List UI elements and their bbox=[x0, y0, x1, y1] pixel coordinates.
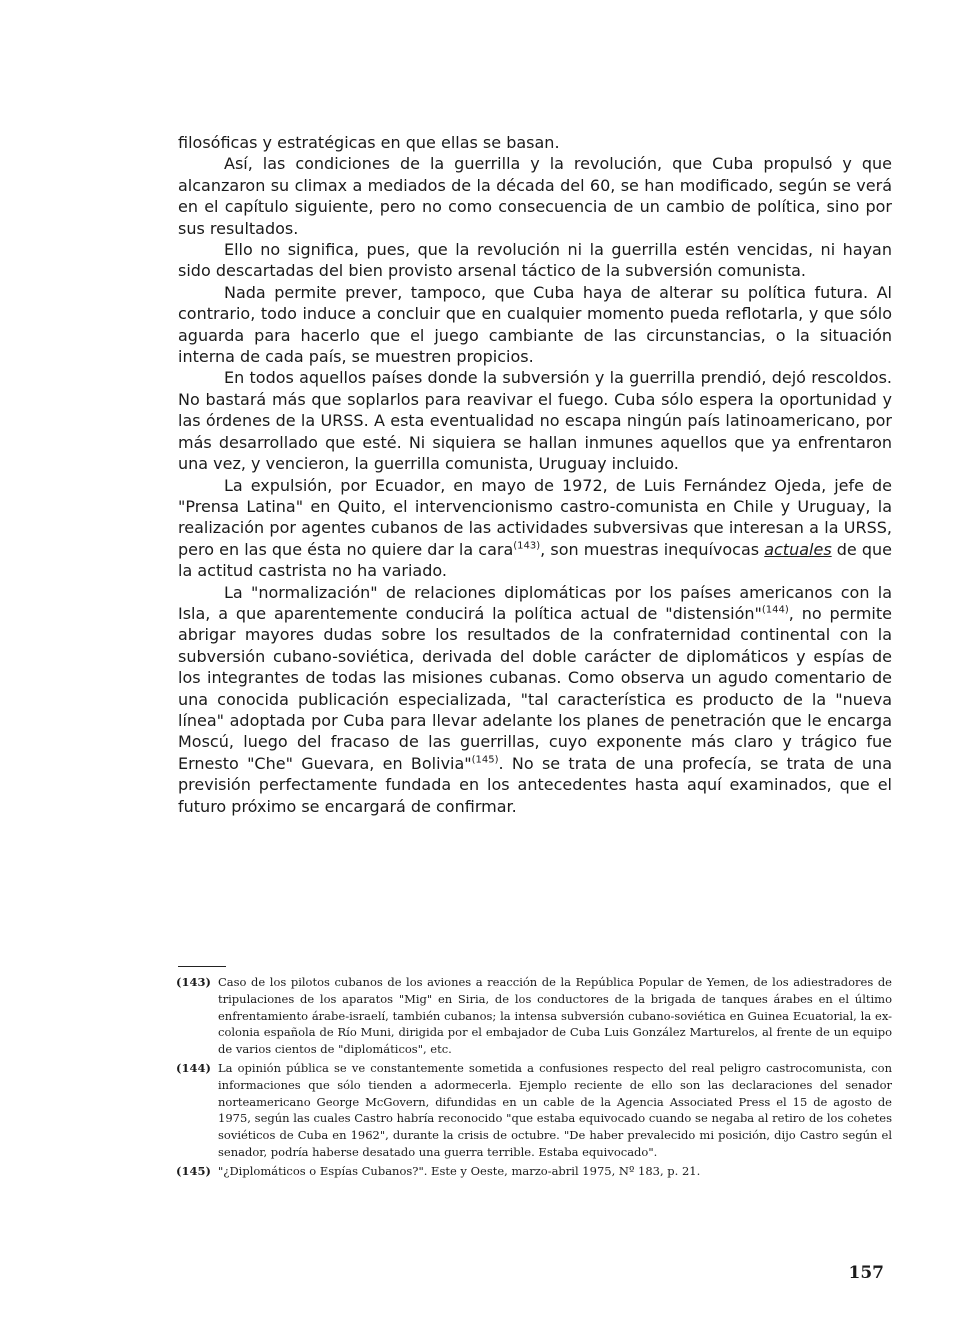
paragraph: En todos aquellos países donde la subversión y la guerrilla prendió, dejó rescoldos. No bastará más que soplarlos para reavivar el fuego. Cuba sólo espera la oportunidad y las órdenes de la URSS. A esta eventualidad no escapa ningún país latinoamericano, por más desarrollado que esté. Ni siquiera se hallan inmunes aquellos que ya enfrentaron una vez, y vencieron, la guerrilla comunista, Uruguay incluido. bbox=[178, 368, 892, 474]
text-run: La "normalización" de relaciones diplomáticas por los países americanos con la Isla, a que aparentemente conducirá la política actual de "distensión" bbox=[178, 582, 892, 623]
paragraph: Así, las condiciones de la guerrilla y la revolución, que Cuba propulsó y que alcanzaron su climax a mediados de la década del 60, se han modificado, según se verá en el capítulo siguiente, pero no como consecuencia de un cambio de política, sino por sus resultados. bbox=[178, 154, 892, 238]
footnote-ref: (145) bbox=[471, 754, 499, 766]
footnote-ref: (144) bbox=[761, 604, 789, 616]
footnote-divider bbox=[178, 966, 226, 967]
text-run: . No se trata de una profecía, se trata de una previsión perfectamente fundada en los antecedentes hasta aquí examinados, que el futuro próximo se encargará de confirmar. bbox=[178, 753, 893, 816]
footnote bbox=[176, 1060, 892, 1161]
footnote-text: Caso de los pilotos cubanos de los aviones a reacción de la República Popular de Yemen, de los adiestradores de tripulaciones de los aparatos "Mig" en Siria, de los conductores de la brigada de tanques árabes en el último enfrentamiento árabe-israelí, también cubanos; la intensa subversión cubano-soviética en Guinea Ecuatorial, la ex-colonia española de Río Muni, dirigida por el embajador de Cuba Luis González Marturelos, al frente de un equipo de varios cientos de "diplomáticos", etc. bbox=[218, 975, 892, 1057]
paragraph: Ello no significa, pues, que la revolución ni la guerrilla estén vencidas, ni hayan sido descartadas del bien provisto arsenal táctico de la subversión comunista. bbox=[178, 240, 892, 281]
text-run: , son muestras inequívocas bbox=[540, 539, 765, 559]
text-run: La expulsión, por Ecuador, en mayo de 1972, de Luis Fernández Ojeda, jefe de "Prensa Latina" en Quito, el intervencionismo castro-comunista en Chile y Uruguay, la realización por agentes cubanos de las actividades subversivas que interesan a la URSS, pero en las que ésta no quiere dar la cara bbox=[178, 475, 892, 559]
paragraph bbox=[178, 582, 892, 817]
text-run: de que la actitud castrista no ha variado. bbox=[178, 539, 893, 581]
footnote-text: La opinión pública se ve constantemente sometida a confusiones respecto del real peligro castrocomunista, con informaciones que sólo tienden a adormecerla. Ejemplo reciente de ello son las declaraciones del senador norteamericano George McGovern, difundidas en un cable de la Agencia Associated Press el 15 de agosto de 1975, según las cuales Castro habría reconocido "que estaba equivocado cuando se negaba al retiro de los cohetes soviéticos de Cuba en 1962", durante la crisis de octubre. "De haber prevalecido mi posición, dijo Castro según el senador, podría haberse desatado una guerra terrible. Estaba equivocado". bbox=[218, 1060, 892, 1159]
main-text bbox=[178, 132, 892, 817]
footnote-ref: (143) bbox=[513, 540, 541, 552]
footnotes bbox=[176, 974, 892, 1182]
footnote bbox=[176, 1163, 892, 1180]
footnote-number: (143) bbox=[176, 975, 211, 989]
text-run: , no permite abrigar mayores dudas sobre los resultados de la confraternidad continental con la subversión cubano-soviética, derivada del doble carácter de diplomáticos y espías de los integrantes de todas las misiones cubanas. Como observa un agudo comentario de una conocida publicación especializada, "tal característica es producto de la "nueva línea" adoptada por Cuba para llevar adelante los planes de penetración que le encarga Moscú, luego del fracaso de las guerrillas, cuyo exponente más claro y trágico fue Ernesto "Che" Guevara, en Bolivia" bbox=[178, 603, 892, 773]
footnote-number: (144) bbox=[176, 1060, 211, 1075]
paragraph: Nada permite prever, tampoco, que Cuba haya de alterar su política futura. Al contrario, todo induce a concluir que en cualquier momento pueda reflotarla, y que sólo aguarda para hacerlo que el juego cambiante de las circunstancias, o la situación interna de cada país, se muestren propicios. bbox=[178, 282, 892, 367]
emphasized-text: actuales bbox=[764, 539, 832, 559]
footnote bbox=[176, 974, 892, 1058]
footnote-number: (145) bbox=[176, 1163, 211, 1178]
paragraph bbox=[178, 475, 892, 582]
paragraph: filosóficas y estratégicas en que ellas se basan. bbox=[178, 133, 560, 152]
footnote-text: "¿Diplomáticos o Espías Cubanos?". Este y Oeste, marzo-abril 1975, Nº 183, p. 21. bbox=[218, 1163, 701, 1178]
page-number: 157 bbox=[848, 1263, 884, 1283]
